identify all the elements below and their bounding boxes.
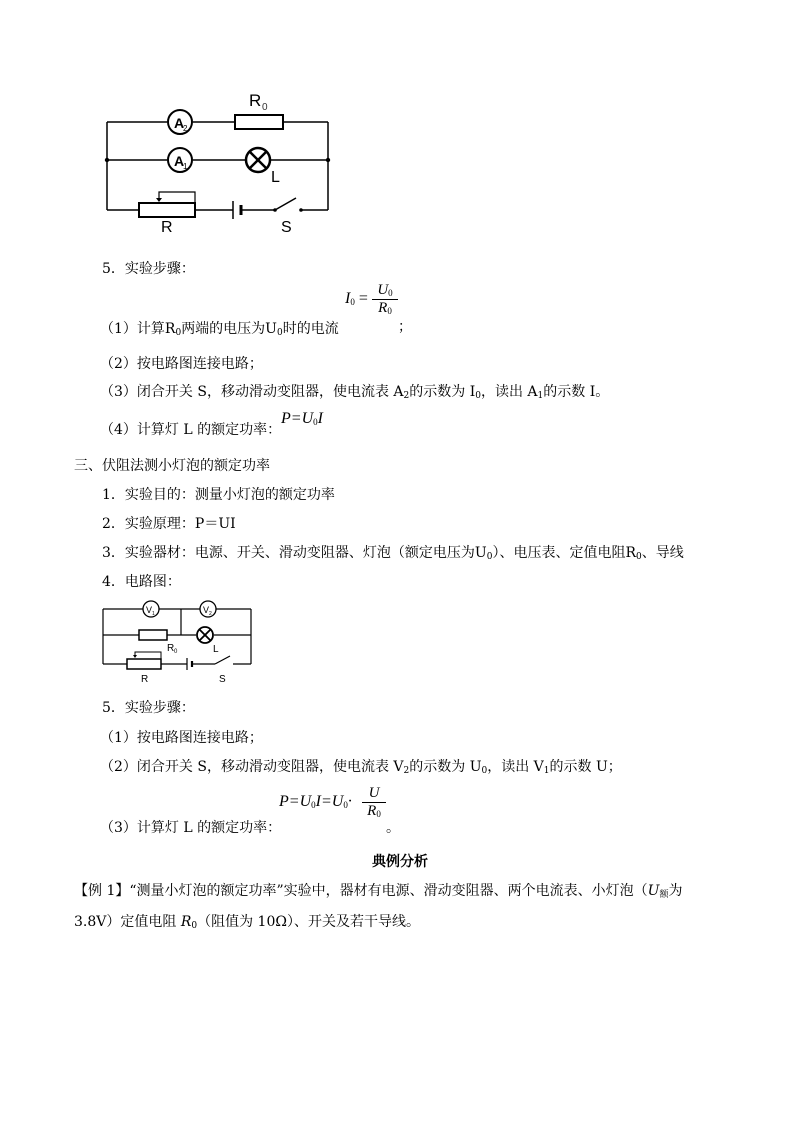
step2-a: （2）按电路图连接电路； bbox=[100, 356, 263, 372]
formula-fraction-1: $\frac{U_0}{R_0}$ bbox=[372, 282, 398, 317]
switch-icon bbox=[215, 656, 230, 664]
label-s: S bbox=[219, 674, 226, 685]
resistor-r0 bbox=[235, 115, 283, 129]
example-heading: 典例分析 bbox=[372, 854, 428, 870]
svg-text:V: V bbox=[203, 605, 210, 615]
label-l: L bbox=[213, 644, 219, 655]
step1-a: （1）计算$R_0$两端的电压为$U_0$时的电流 bbox=[100, 321, 339, 338]
ammeter-a2 bbox=[168, 110, 192, 134]
step3-b: （3）计算灯 L 的额定功率： bbox=[100, 820, 282, 836]
svg-text:2: 2 bbox=[183, 124, 188, 133]
label-r: R bbox=[161, 219, 173, 236]
label-r0: R bbox=[249, 91, 262, 110]
switch-icon bbox=[273, 198, 303, 212]
item1-b: 1．实验目的：测量小灯泡的额定功率 bbox=[102, 487, 335, 503]
svg-text:1: 1 bbox=[152, 611, 155, 617]
step5-title-b: 5．实验步骤： bbox=[102, 700, 195, 716]
svg-text:1: 1 bbox=[183, 162, 188, 171]
example-line-2: 3.8V）定值电阻 $R_0$（阻值为 10Ω）、开关及若干导线。 bbox=[74, 914, 420, 931]
svg-text:V: V bbox=[146, 605, 153, 615]
example-line-1: 【例 1】“测量小灯泡的额定功率”实验中，器材有电源、滑动变阻器、两个电流表、小灯泡（$U_额$为 bbox=[74, 883, 683, 900]
resistor-r0 bbox=[139, 630, 167, 640]
label-r: R bbox=[141, 674, 149, 685]
item4-b: 4．电路图： bbox=[102, 574, 181, 590]
section-title-b: 三、伏阻法测小灯泡的额定功率 bbox=[74, 458, 270, 474]
step5-title-a: 5．实验步骤： bbox=[102, 261, 195, 277]
step4-a: （4）计算灯 L 的额定功率： bbox=[100, 422, 282, 438]
circuit-diagram-2 bbox=[95, 596, 260, 688]
formula-p-a: $P=U_0I$ bbox=[281, 410, 323, 427]
step1-b: （1）按电路图连接电路； bbox=[100, 730, 263, 746]
item2-b: 2．实验原理：P＝UI bbox=[102, 516, 236, 532]
label-l: L bbox=[271, 169, 280, 186]
ammeter-label: A bbox=[174, 153, 185, 169]
svg-text:0: 0 bbox=[174, 649, 178, 655]
lamp-icon bbox=[246, 148, 270, 172]
ammeter-a1 bbox=[168, 148, 192, 172]
lamp-icon bbox=[197, 627, 213, 643]
step2-b: （2）闭合开关 S，移动滑动变阻器，使电流表 $V_2$的示数为 $U_0$，读出 $V_1$的示数 U； bbox=[100, 759, 622, 776]
svg-text:2: 2 bbox=[209, 611, 212, 617]
circuit-diagram-1 bbox=[95, 88, 345, 238]
voltmeter-v1 bbox=[143, 601, 159, 617]
label-r0: R bbox=[167, 643, 175, 654]
label-s: S bbox=[281, 219, 292, 236]
ammeter-label: A bbox=[174, 115, 185, 131]
formula-p-b: $P=U_0I=U_0\cdot$ bbox=[279, 793, 352, 810]
rheostat bbox=[127, 659, 161, 669]
voltmeter-v2 bbox=[200, 601, 216, 617]
svg-text:0: 0 bbox=[262, 102, 268, 113]
step3-a: （3）闭合开关 S，移动滑动变阻器，使电流表 $A_2$的示数为 $I_0$，读出 $A_1$的示数 I。 bbox=[100, 384, 610, 401]
item3-b: 3．实验器材：电源、开关、滑动变阻器、灯泡（额定电压为$U_0$）、电压表、定值电阻$R_0$、导线 bbox=[102, 545, 684, 562]
formula-i0: $I_0$ = bbox=[345, 290, 368, 307]
formula-fraction-2: $\frac{U}{R_0}$ bbox=[362, 785, 386, 820]
rheostat bbox=[139, 203, 195, 217]
